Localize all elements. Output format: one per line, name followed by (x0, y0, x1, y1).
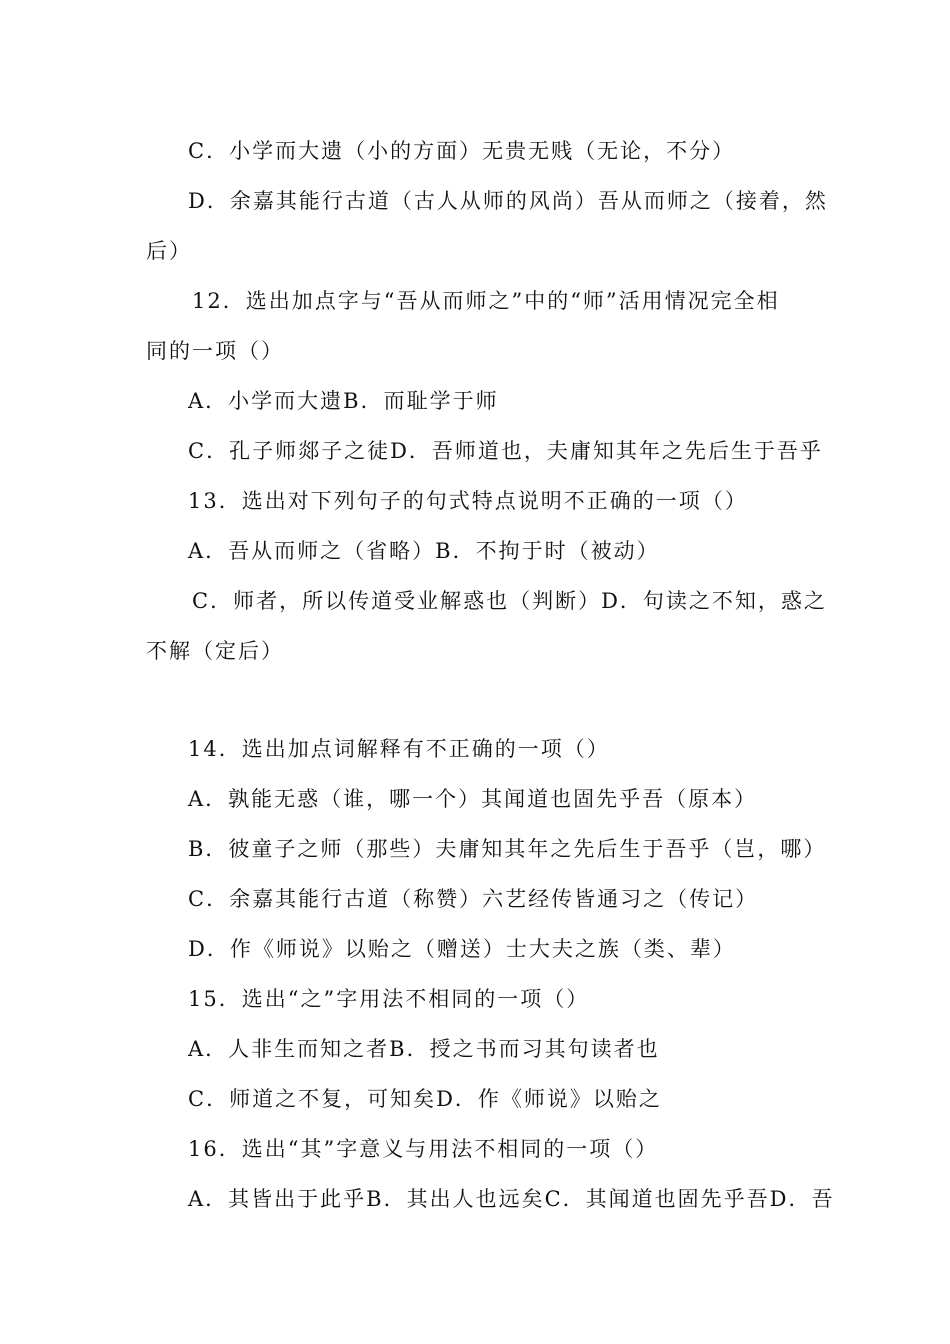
option-line: A．人非生而知之者B．授之书而习其句读者也 (188, 1037, 660, 1061)
option-line: D．余嘉其能行古道（古人从师的风尚）吾从而师之（接着，然 (188, 189, 828, 213)
question-line: 15．选出“之”字用法不相同的一项（） (188, 987, 590, 1011)
question-line-continued: 同的一项（） (146, 339, 284, 363)
option-line: B．彼童子之师（那些）夫庸知其年之先后生于吾乎（岂，哪） (188, 837, 827, 861)
question-line: 13．选出对下列句子的句式特点说明不正确的一项（） (188, 489, 748, 513)
option-line: C．余嘉其能行古道（称赞）六艺经传皆通习之（传记） (188, 887, 759, 911)
option-line: C．师道之不复，可知矣D．作《师说》以贻之 (188, 1087, 662, 1111)
question-line: 16．选出“其”字意义与用法不相同的一项（） (188, 1137, 659, 1161)
question-line: 14．选出加点词解释有不正确的一项（） (188, 737, 610, 761)
question-line: 12．选出加点字与“吾从而师之”中的“师”活用情况完全相 (192, 289, 780, 313)
option-line: A．孰能无惑（谁，哪一个）其闻道也固先乎吾（原本） (188, 787, 758, 811)
option-line-continued: 后） (146, 239, 192, 263)
option-line: A．小学而大遗B．而耻学于师 (188, 389, 499, 413)
option-line: A．其皆出于此乎B．其出人也远矣C．其闻道也固先乎吾D．吾 (188, 1187, 835, 1211)
option-line-continued: 不解（定后） (146, 639, 284, 663)
option-line: A．吾从而师之（省略）B．不拘于时（被动） (188, 539, 660, 563)
option-line: C．师者，所以传道受业解惑也（判断）D．句读之不知，惑之 (192, 589, 827, 613)
option-line: C．孔子师郯子之徒D．吾师道也，夫庸知其年之先后生于吾乎 (188, 439, 823, 463)
option-line: D．作《师说》以贻之（赠送）士大夫之族（类、辈） (188, 937, 736, 961)
option-line: C．小学而大遗（小的方面）无贵无贱（无论，不分） (188, 139, 736, 163)
